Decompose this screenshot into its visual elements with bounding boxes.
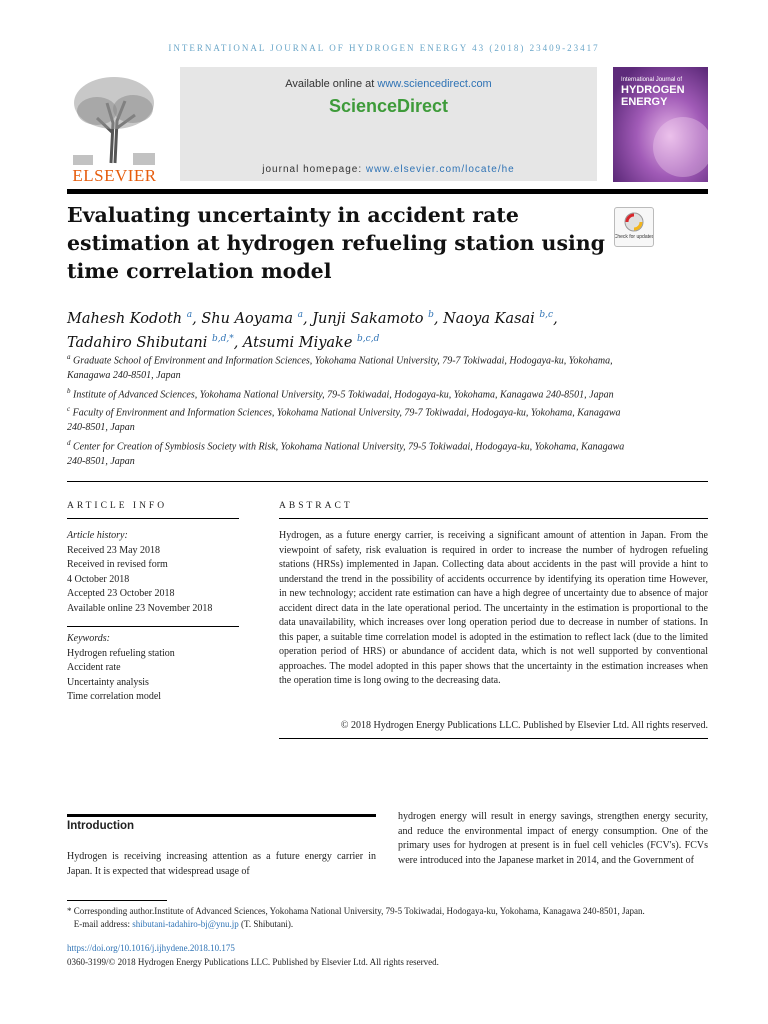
doi-line <box>67 942 235 955</box>
keyword: Uncertainty analysis <box>67 676 149 688</box>
author[interactable]: Atsumi Miyake $^{b,c,d}$ <box>242 333 380 351</box>
keywords-label: Keywords: <box>67 633 110 644</box>
author[interactable]: Naoya Kasai $^{b,c}$ <box>443 310 554 327</box>
history-item: 4 October 2018 <box>67 573 130 585</box>
keyword: Accident rate <box>67 662 121 674</box>
author[interactable]: Mahesh Kodoth $^a$ <box>67 310 193 327</box>
check-updates-label: Check for updates <box>615 234 653 240</box>
affiliation: $^d$ Center for Creation of Symbiosis Society with Risk, Yokohama National University, 79-5 Tokiwadai, Hodogaya-ku, Yokohama, Kanagawa 240-8501, Japan <box>67 438 625 467</box>
author[interactable]: Shu Aoyama $^a$ <box>201 310 303 327</box>
intro-rule <box>67 814 376 817</box>
abstract-end-rule <box>279 738 708 739</box>
article-history <box>67 529 239 617</box>
article-info-heading: ARTICLE INFO <box>67 501 168 511</box>
footnote-rule <box>67 900 167 901</box>
abstract-heading: ABSTRACT <box>279 501 353 511</box>
check-updates-icon <box>615 208 653 246</box>
running-head: INTERNATIONAL JOURNAL OF HYDROGEN ENERGY 43 (2018) 23409-23417 <box>168 43 600 53</box>
homepage-prefix: journal homepage: <box>262 164 366 175</box>
doi-link[interactable]: https://doi.org/10.1016/j.ijhydene.2018.10.175 <box>67 943 235 953</box>
abstract-rule <box>279 518 708 519</box>
journal-homepage-link[interactable]: www.elsevier.com/locate/he <box>365 164 515 175</box>
issn-line: 0360-3199/© 2018 Hydrogen Energy Publications LLC. Published by Elsevier Ltd. All rights reserved. <box>67 957 439 967</box>
cover-journal-line3: ENERGY <box>621 96 668 108</box>
introduction-heading: Introduction <box>67 820 135 832</box>
abstract-text: Hydrogen, as a future energy carrier, is receiving a significant amount of attention in Japan. From the viewpoint of safety, risk evaluation is required in order to increase the number of hydrogen refueling stations (HRSs) implemented in Japan. Collecting data about accidents in the past will provide a hint to understand the trend in the possibility of accidents occurrence by identifying its operation time However, in new technology; accident rate estimation can have a high degree of uncertainty due to absence of major accident direct data in the late operational period. The uncertainty in the estimation is proportional to the data unavailability, which increases over long operation period due to decrease in number of stations. In this paper, a suitable time correlation model is adopted in the estimation to reflect lack (due to the limited operation period of HRS) or abundance of accident data, which is not well supported by conventional approaches. The model adopted in this paper shows that the uncertainty in the estimation increases when the operation time is long owing to the decreasing data. <box>279 530 708 686</box>
article-info-rule <box>67 518 239 519</box>
article-title: Evaluating uncertainty in accident rate estimation at hydrogen refueling station using time correlation model <box>67 203 606 283</box>
author-list: Mahesh Kodoth $^a$, Shu Aoyama $^a$, Junji Sakamoto $^b$, Naoya Kasai $^{b,c}$, Tadahiro Shibutani $^{b,d,*}$, Atsumi Miyake $^{b,c,d}$ <box>67 310 558 351</box>
history-item: Available online 23 November 2018 <box>67 602 213 614</box>
journal-cover-image <box>613 67 708 182</box>
header-rule <box>67 189 708 194</box>
affiliation: $^a$ Graduate School of Environment and Information Sciences, Yokohama National University, 79-7 Tokiwadai, Hodogaya-ku, Yokohama, Kanagawa 240-8501, Japan <box>67 353 613 381</box>
cover-journal-line2: HYDROGEN <box>621 84 685 96</box>
email-link[interactable]: shibutani-tadahiro-bj@ynu.jp <box>132 919 239 929</box>
abstract-copyright: © 2018 Hydrogen Energy Publications LLC. Published by Elsevier Ltd. All rights reserved. <box>340 720 708 731</box>
keywords <box>67 632 239 705</box>
available-online <box>180 78 597 90</box>
journal-homepage <box>180 164 597 175</box>
corresponding-author-note: * Corresponding author.Institute of Advanced Sciences, Yokohama National University, 79-5 Tokiwadai, Hodogaya-ku, Yokohama, Kanagawa 240-8501, Japan. <box>67 906 645 916</box>
history-label: Article history: <box>67 530 128 541</box>
author[interactable]: Tadahiro Shibutani $^{b,d,*}$ <box>67 333 234 351</box>
affiliation: $^b$ Institute of Advanced Sciences, Yokohama National University, 79-5 Tokiwadai, Hodogaya-ku, Yokohama, Kanagawa 240-8501, Japan <box>67 386 614 400</box>
cover-journal-line1: International Journal of <box>621 77 683 83</box>
keyword: Time correlation model <box>67 691 162 703</box>
publisher-logo-text: ELSEVIER <box>72 166 157 185</box>
history-item: Accepted 23 October 2018 <box>67 588 175 600</box>
keywords-rule <box>67 626 239 627</box>
history-item: Received 23 May 2018 <box>67 544 161 556</box>
keyword: Hydrogen refueling station <box>67 647 175 659</box>
available-prefix: Available online at <box>285 78 378 90</box>
check-for-updates-badge[interactable] <box>614 207 654 247</box>
author[interactable]: Junji Sakamoto $^b$ <box>312 310 434 327</box>
intro-column-left: Hydrogen is receiving increasing attention as a future energy carrier in Japan. It is expected that widespread usage of <box>67 851 376 877</box>
affiliation: $^c$ Faculty of Environment and Information Sciences, Yokohama National University, 79-7 Tokiwadai, Hodogaya-ku, Yokohama, Kanagawa 240-8501, Japan <box>67 405 621 434</box>
section-rule <box>67 481 708 482</box>
intro-column-right: hydrogen energy will result in energy savings, strengthen energy security, and reduce the environmental impact of energy consumption. One of the primary uses for hydrogen at present is in fuel cell vehicles (FCV's). FCVs were introduced into the Japanese market in 2014, and the Government of <box>398 811 708 866</box>
sciencedirect-brand: ScienceDirect <box>328 96 449 116</box>
affiliations <box>67 350 627 469</box>
sciencedirect-link[interactable]: www.sciencedirect.com <box>377 78 492 90</box>
footnote <box>67 905 708 931</box>
email-line: E-mail address: shibutani-tadahiro-bj@ynu.jp (T. Shibutani). <box>73 919 294 929</box>
history-item: Received in revised form <box>67 559 168 571</box>
